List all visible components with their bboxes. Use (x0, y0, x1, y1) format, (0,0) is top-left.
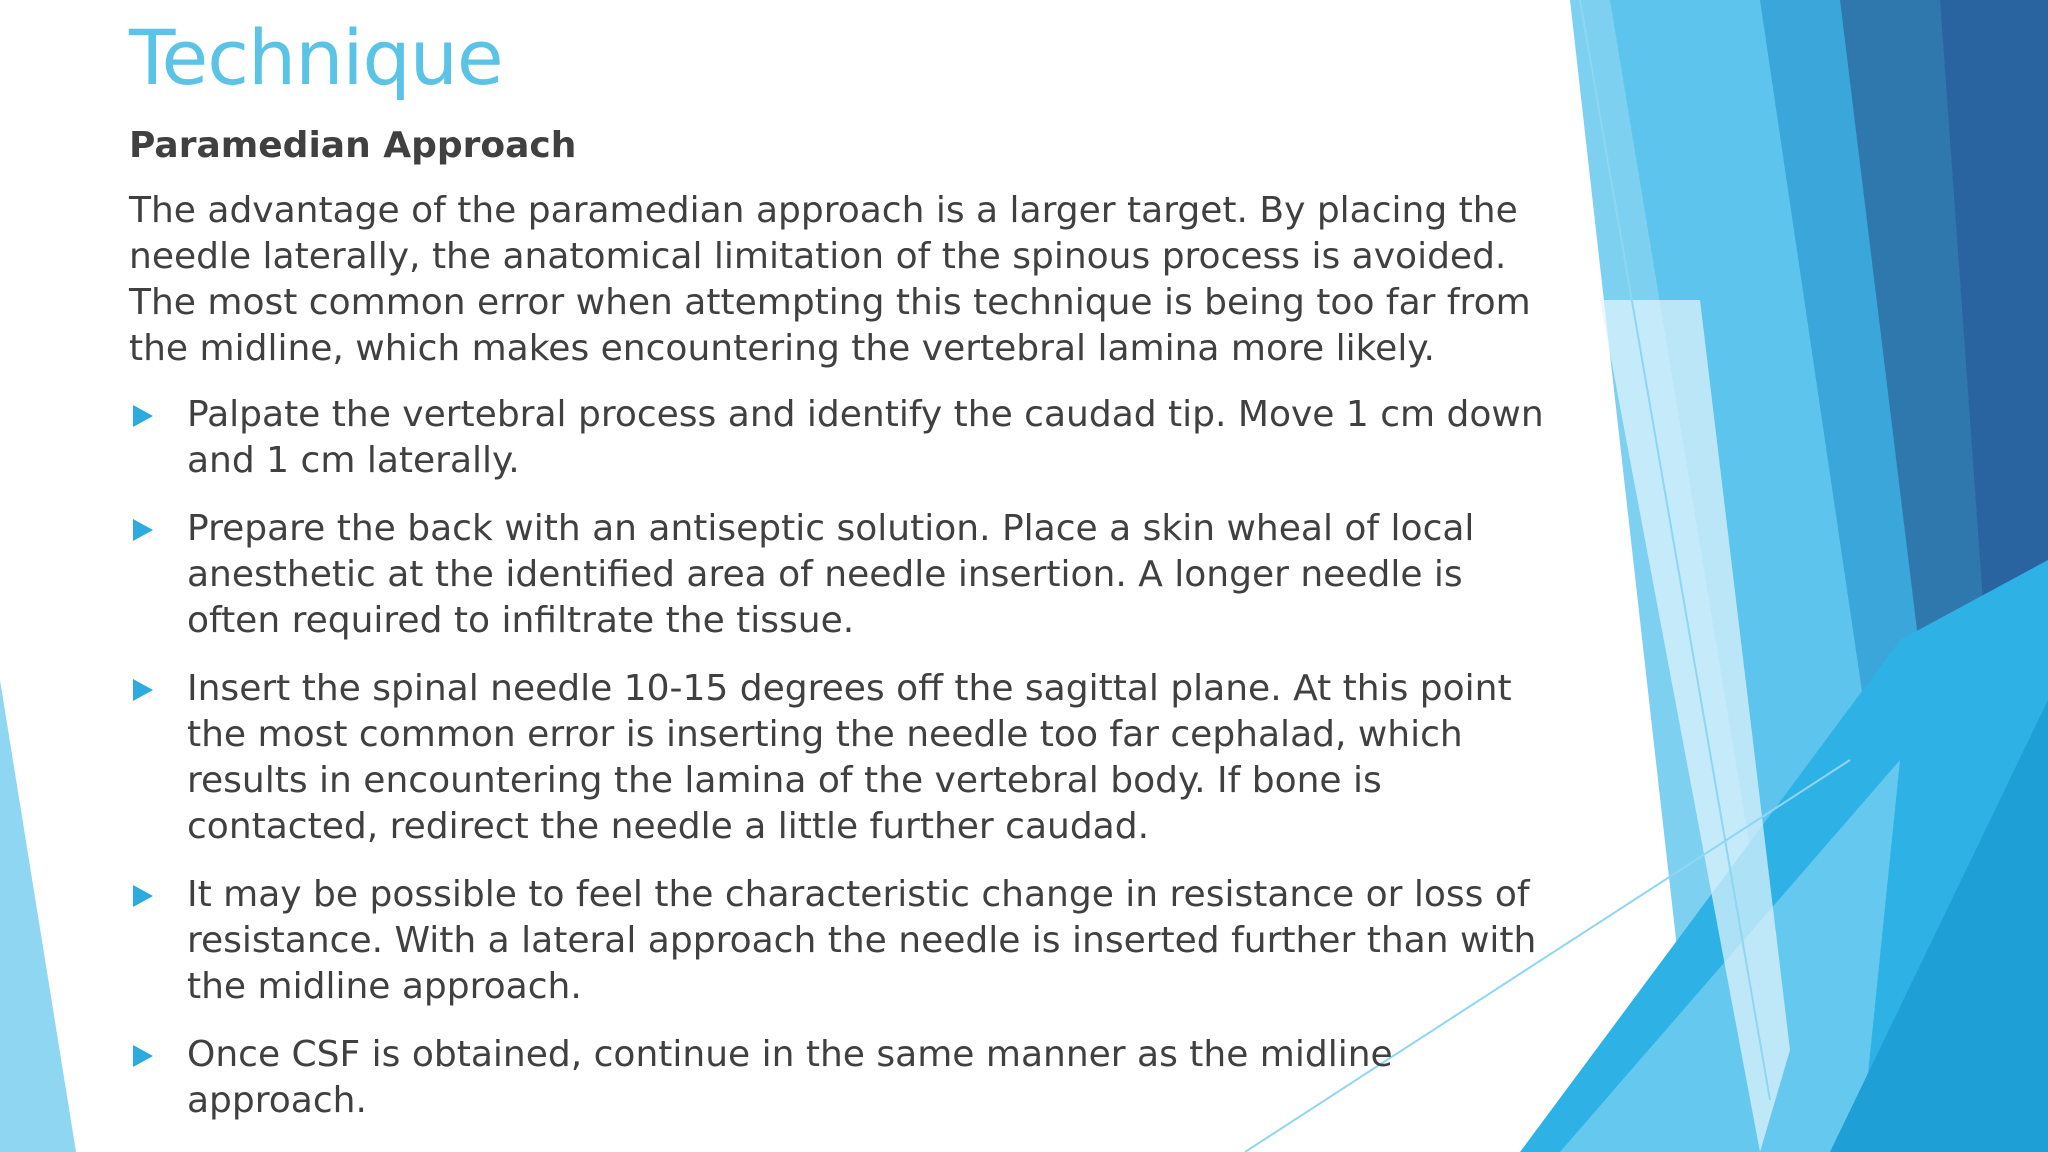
triangle-bullet-icon (133, 405, 153, 427)
triangle-bullet-icon (133, 1045, 153, 1067)
slide-subtitle: Paramedian Approach (129, 125, 577, 166)
slide-content (129, 0, 1559, 1146)
intro-paragraph: The advantage of the paramedian approach is a larger target. By placing the needle laterally, the anatomical limitation of the spinous process is avoided. The most common error when attempting this technique is being too far from the midline, which makes encountering the vertebral lamina more likely. (129, 190, 1531, 369)
bullet-text: Insert the spinal needle 10-15 degrees off the sagittal plane. At this point the most common error is inserting the needle too far cephalad, which results in encountering the lamina of the vertebral body. If bone is contacted, redirect the needle a little further caudad. (187, 668, 1512, 847)
bullet-text: Palpate the vertebral process and identify the caudad tip. Move 1 cm down and 1 cm laterally. (187, 394, 1544, 481)
triangle-bullet-icon (133, 679, 153, 701)
list-item (129, 666, 1559, 850)
bullet-text: It may be possible to feel the characteristic change in resistance or loss of resistance. With a lateral approach the needle is inserted further than with the midline approach. (187, 874, 1537, 1007)
slide-title: Technique (129, 13, 503, 102)
list-item (129, 1032, 1559, 1124)
list-item (129, 872, 1559, 1010)
bullet-text: Once CSF is obtained, continue in the same manner as the midline approach. (187, 1034, 1393, 1121)
triangle-bullet-icon (133, 885, 153, 907)
list-item (129, 392, 1559, 484)
bullet-list (129, 392, 1559, 1124)
list-item (129, 506, 1559, 644)
left-edge-shape (0, 680, 76, 1152)
triangle-bullet-icon (133, 519, 153, 541)
bullet-text: Prepare the back with an antiseptic solution. Place a skin wheal of local anesthetic at the identified area of needle insertion. A longer needle is often required to infiltrate the tissue. (187, 508, 1475, 641)
